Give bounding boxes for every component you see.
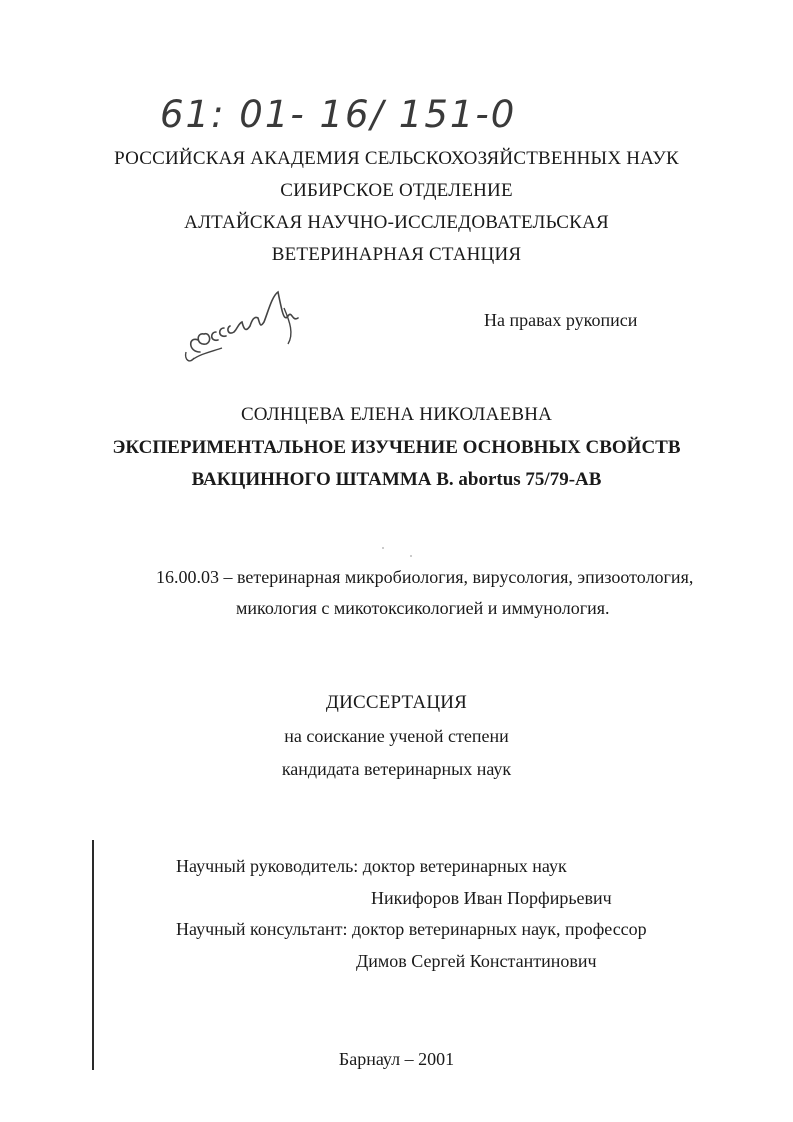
signature-icon: [180, 282, 320, 372]
degree-line: на соискание ученой степени: [284, 726, 509, 746]
institution-line-1: РОССИЙСКАЯ АКАДЕМИЯ СЕЛЬСКОХОЗЯЙСТВЕННЫХ НАУК: [114, 148, 679, 169]
scan-speck: [410, 555, 412, 557]
consultant-line: Научный консультант: доктор ветеринарных наук, профессор: [176, 919, 647, 939]
supervisor-name: Никифоров Иван Порфирьевич: [371, 888, 612, 908]
archive-code-handwritten: 61: 01- 16/ 151-0: [160, 93, 517, 136]
specialty-line-1: 16.00.03 – ветеринарная микробиология, вирусология, эпизоотология,: [156, 567, 694, 587]
scan-margin-line: [92, 840, 94, 1070]
scan-speck: [382, 547, 384, 549]
institution-line-3: АЛТАЙСКАЯ НАУЧНО-ИССЛЕДОВАТЕЛЬСКАЯ: [184, 212, 609, 233]
consultant-name: Димов Сергей Константинович: [356, 951, 597, 971]
work-type-heading: ДИССЕРТАЦИЯ: [325, 692, 468, 713]
specialty-line-2: микология с микотоксикологией и иммунология.: [236, 598, 610, 618]
supervisor-line: Научный руководитель: доктор ветеринарных наук: [176, 856, 567, 876]
institution-line-2: СИБИРСКОЕ ОТДЕЛЕНИЕ: [280, 180, 513, 201]
manuscript-rights-note: На правах рукописи: [484, 310, 638, 330]
dissertation-title-line-1: ЭКСПЕРИМЕНТАЛЬНОЕ ИЗУЧЕНИЕ ОСНОВНЫХ СВОЙСТВ: [112, 437, 681, 458]
place-year: Барнаул – 2001: [338, 1049, 455, 1069]
dissertation-title-line-2: ВАКЦИННОГО ШТАММА B. abortus 75/79-AB: [191, 469, 602, 490]
degree-field-line: кандидата ветеринарных наук: [281, 759, 512, 779]
author-name: СОЛНЦЕВА ЕЛЕНА НИКОЛАЕВНА: [240, 404, 553, 425]
institution-line-4: ВЕТЕРИНАРНАЯ СТАНЦИЯ: [271, 244, 522, 265]
